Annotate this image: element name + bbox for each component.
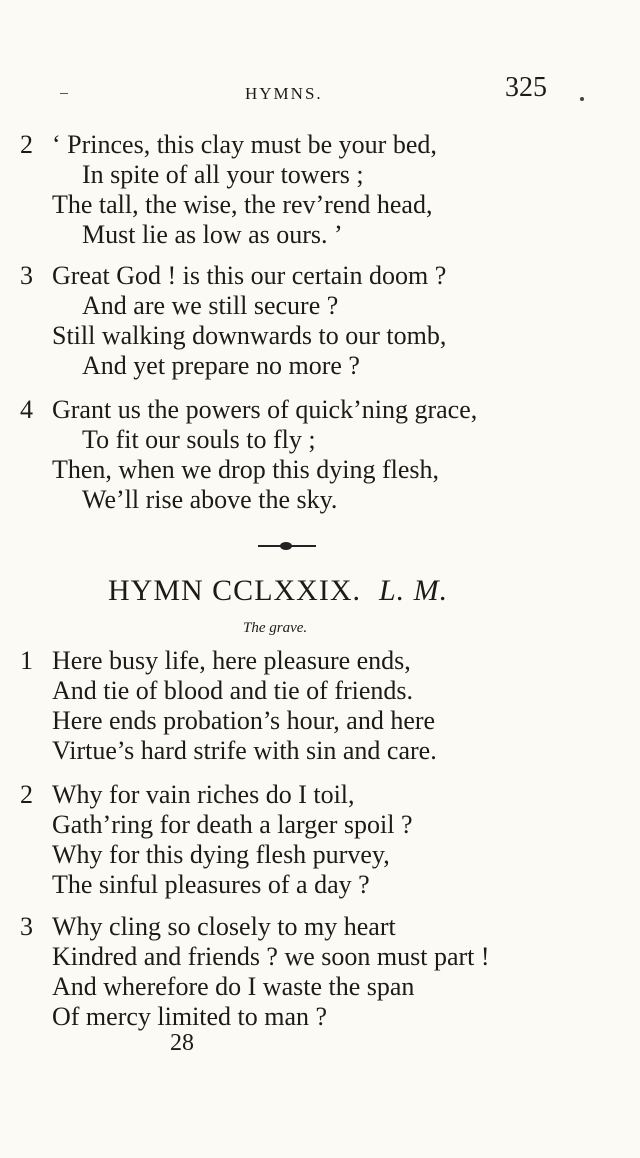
hymn-meter: L. M. [379,574,449,607]
verse-line: Why cling so closely to my heart [52,912,396,941]
margin-dash [60,93,68,94]
verse-line: Great God ! is this our certain doom ? [52,261,447,290]
stanza-number: 4 [20,395,33,424]
stanza-number: 3 [20,261,33,290]
stanza-number: 2 [20,780,33,809]
stanza-number: 3 [20,912,33,941]
page-number: 325 [505,72,547,103]
signature-mark: 28 [170,1030,194,1056]
verse-line: Gath’ring for death a larger spoil ? [52,810,413,839]
verse-line: And tie of blood and tie of friends. [52,676,414,705]
verse-line: Virtue’s hard strife with sin and care. [52,736,437,765]
verse-line: And yet prepare no more ? [82,351,360,380]
verse-line: Still walking downwards to our tomb, [52,321,447,350]
hymn-number: HYMN CCLXXIX. [108,574,361,607]
verse-line: ‘ Princes, this clay must be your bed, [52,130,437,159]
verse-line: Grant us the powers of quick’ning grace, [52,395,478,424]
verse-line: Why for this dying flesh purvey, [52,840,390,869]
verse-line: To fit our souls to fly ; [82,425,316,454]
stanza-number: 1 [20,646,33,675]
verse-line: Kindred and friends ? we soon must part ! [52,942,490,971]
verse-line: Of mercy limited to man ? [52,1002,328,1031]
hymn-subtitle: The grave. [243,620,308,636]
verse-line: Here busy life, here pleasure ends, [52,646,411,675]
verse-line: Why for vain riches do I toil, [52,780,355,809]
verse-line: The tall, the wise, the rev’rend head, [52,190,433,219]
stanza-number: 2 [20,130,33,159]
verse-line: Then, when we drop this dying flesh, [52,455,440,484]
verse-line: We’ll rise above the sky. [82,485,338,514]
verse-line: Must lie as low as ours. ’ [82,220,343,249]
section-divider-ornament [280,542,292,550]
hymn-title [108,574,448,608]
verse-line: And are we still secure ? [82,291,339,320]
verse-line: And wherefore do I waste the span [52,972,415,1001]
margin-dot [580,97,584,101]
verse-line: Here ends probation’s hour, and here [52,706,436,735]
verse-line: In spite of all your towers ; [82,160,364,189]
verse-line: The sinful pleasures of a day ? [52,870,370,899]
running-head: HYMNS. [245,84,323,103]
